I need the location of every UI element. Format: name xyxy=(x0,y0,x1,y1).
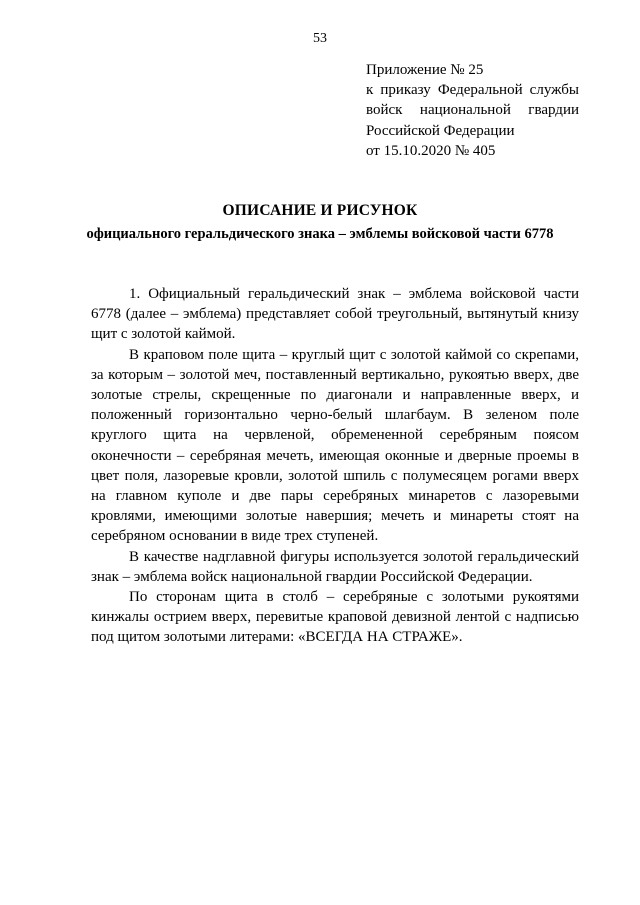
document-subtitle: официального геральдического знака – эмблемы войсковой части 6778 xyxy=(86,226,554,242)
paragraph-3: В качестве надглавной фигуры используется золотой геральдический знак – эмблема войск национальной гвардии Российской Федерации. xyxy=(91,548,579,585)
paragraph-1: 1. Официальный геральдический знак – эмблема войсковой части 6778 (далее – эмблема) представляет собой треугольный, вытянутый книзу щит с золотой каймой. xyxy=(91,286,579,343)
appendix-line-order: к приказу Федеральной службы xyxy=(366,82,579,99)
paragraph-4: По сторонам щита в столб – серебряные с золотыми рукоятями кинжалы острием вверх, перевитые краповой девизной лентой с надписью под щитом золотыми литерами: «ВСЕГДА НА СТРАЖЕ». xyxy=(91,589,579,646)
paragraph-2: В краповом поле щита – круглый щит с золотой каймой со скрепами, за которым – золотой меч, поставленный вертикально, рукоятью вверх, две золотые стрелы, скрещенные по диагонали и направленные вверх, и положенный горизонтально черно-белый шлагбаум. В зеленом поле круглого щита на червленой, обремененной серебряным поясом оконечности – серебряная мечеть, имеющая оконные и дверные проемы в цвет поля, лазоревые кровли, золотой шпиль с полумесяцем рогами вверх на главном куполе и две пары серебряных минаретов с лазоревыми кровлями, имеющими золотые навершия; мечеть и минареты стоят на серебряном основании в виде трех ступеней. xyxy=(91,346,579,545)
appendix-line-number: Приложение № 25 xyxy=(366,62,484,78)
appendix-line-country: Российской Федерации xyxy=(366,122,515,139)
appendix-line-service: войск национальной гвардии xyxy=(366,102,579,119)
appendix-line-date: от 15.10.2020 № 405 xyxy=(366,142,496,159)
appendix-header xyxy=(366,60,579,161)
document-title: ОПИСАНИЕ И РИСУНОК xyxy=(222,202,418,219)
document-body xyxy=(91,284,579,648)
page-number: 53 xyxy=(313,31,327,46)
